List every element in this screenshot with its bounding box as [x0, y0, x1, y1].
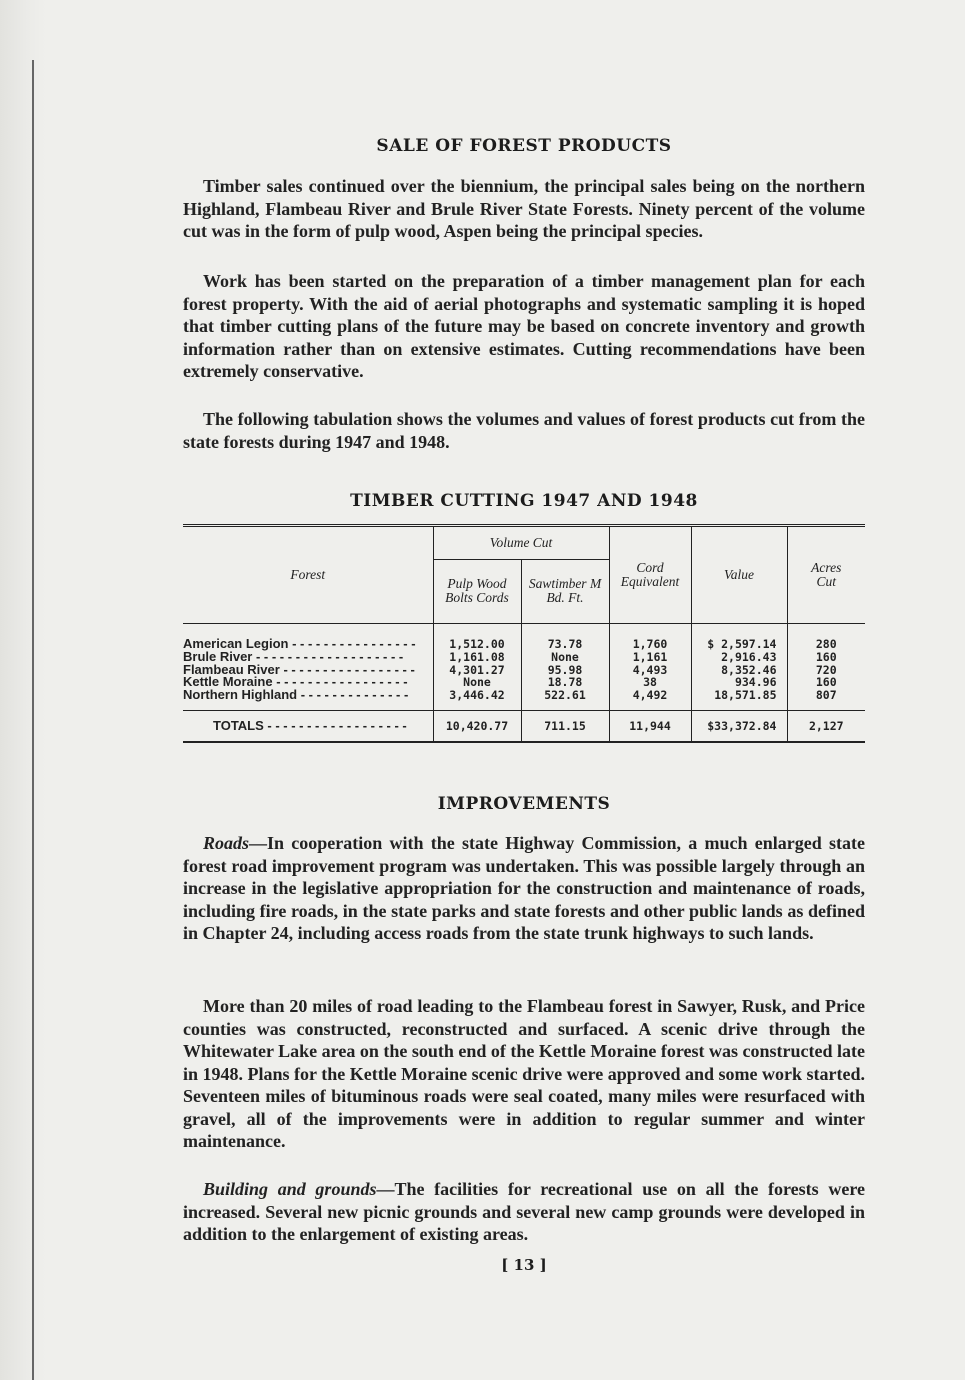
header-forest: Forest	[183, 526, 433, 624]
sale-paragraph-1: Timber sales continued over the biennium, the principal sales being on the northern Highland, Flambeau River and Brule River State Forests. Ninety percent of the volume cut was in the form of pulp wood, Aspen being the principal species.	[183, 176, 865, 241]
header-volume-cut: Volume Cut	[433, 526, 609, 560]
acres-column: 280 160 720 160 807	[787, 624, 865, 711]
totals-cord: 11,944	[609, 710, 691, 742]
forest-row-label: Flambeau River - - - - - - - - - - - - - - - - -	[183, 661, 415, 677]
sawtimber-column: 73.78 None 95.98 18.78 522.61	[521, 624, 609, 711]
forest-row-label: Kettle Moraine - - - - - - - - - - - - - - - - -	[183, 674, 408, 690]
binding-line	[32, 60, 34, 1380]
forest-row-label: American Legion - - - - - - - - - - - - - - - -	[183, 636, 416, 651]
totals-sawtimber: 711.15	[521, 710, 609, 742]
forest-row-label: Brule River - - - - - - - - - - - - - - - - - - -	[183, 648, 404, 664]
value-column: $ 2,597.14 2,916.43 8,352.46 934.96 18,571.85	[691, 624, 787, 711]
pulp-column: 1,512.00 1,161.08 4,301.27 None 3,446.42	[433, 624, 521, 711]
cord-column: 1,760 1,161 4,493 38 4,492	[609, 624, 691, 711]
sale-paragraph-3: The following tabulation shows the volumes and values of forest products cut from the state forests during 1947 and 1948.	[183, 409, 865, 452]
sale-heading: SALE OF FOREST PRODUCTS	[376, 136, 672, 156]
building-lead: Building and grounds	[203, 1179, 377, 1199]
building-paragraph: Building and grounds—The facilities for recreational use on all the forests were increased. Several new picnic grounds and several new camp grounds were developed in addition to the enlargement of existing areas.	[183, 1179, 865, 1244]
sale-paragraph-2: Work has been started on the preparation of a timber management plan for each forest property. With the aid of aerial photographs and systematic sampling it is hoped that timber cutting plans of the future may be based on concrete inventory and growth information rather than on extensive estimates. Cutting recommendations have been extremely conservative.	[183, 271, 865, 381]
totals-pulp: 10,420.77	[433, 710, 521, 742]
totals-label: TOTALS - - - - - - - - - - - - - - - - - -	[213, 717, 407, 733]
timber-cutting-table	[183, 524, 865, 743]
header-cord-equivalent: Cord Equivalent	[609, 526, 691, 624]
header-pulp-wood: Pulp Wood Bolts Cords	[433, 559, 521, 623]
totals-value: $33,372.84	[691, 710, 787, 742]
totals-acres: 2,127	[787, 710, 865, 742]
roads-paragraph-2: More than 20 miles of road leading to the Flambeau forest in Sawyer, Rusk, and Price counties was constructed, reconstructed and surfaced. A scenic drive through the Whitewater Lake area on the south end of the Kettle Moraine forest was constructed late in 1948. Plans for the Kettle Moraine scenic drive were approved and some work started. Seventeen miles of bituminous roads were seal coated, many miles were resurfaced with gravel, all of the improvements were in addition to regular summer and winter maintenance.	[183, 996, 865, 1151]
table-title: TIMBER CUTTING 1947 AND 1948	[350, 491, 698, 511]
roads-lead: Roads	[203, 833, 250, 853]
page-number: [ 13 ]	[501, 1256, 547, 1274]
header-sawtimber: Sawtimber M Bd. Ft.	[521, 559, 609, 623]
header-value: Value	[691, 526, 787, 624]
page-binding-edge	[0, 0, 46, 1380]
roads-paragraph: Roads—In cooperation with the state Highway Commission, a much enlarged state forest road improvement program was undertaken. This was possible largely through an increase in the legislative appropriation for the construction and maintenance of roads, including fire roads, in the state parks and state forests and other public lands as defined in Chapter 24, including access roads from the state trunk highways to such lands.	[183, 833, 865, 943]
forest-names-column	[183, 624, 433, 711]
forest-row-label: Northern Highland - - - - - - - - - - - - - -	[183, 687, 409, 703]
header-acres-cut: Acres Cut	[787, 526, 865, 624]
improvements-heading: IMPROVEMENTS	[437, 794, 611, 814]
